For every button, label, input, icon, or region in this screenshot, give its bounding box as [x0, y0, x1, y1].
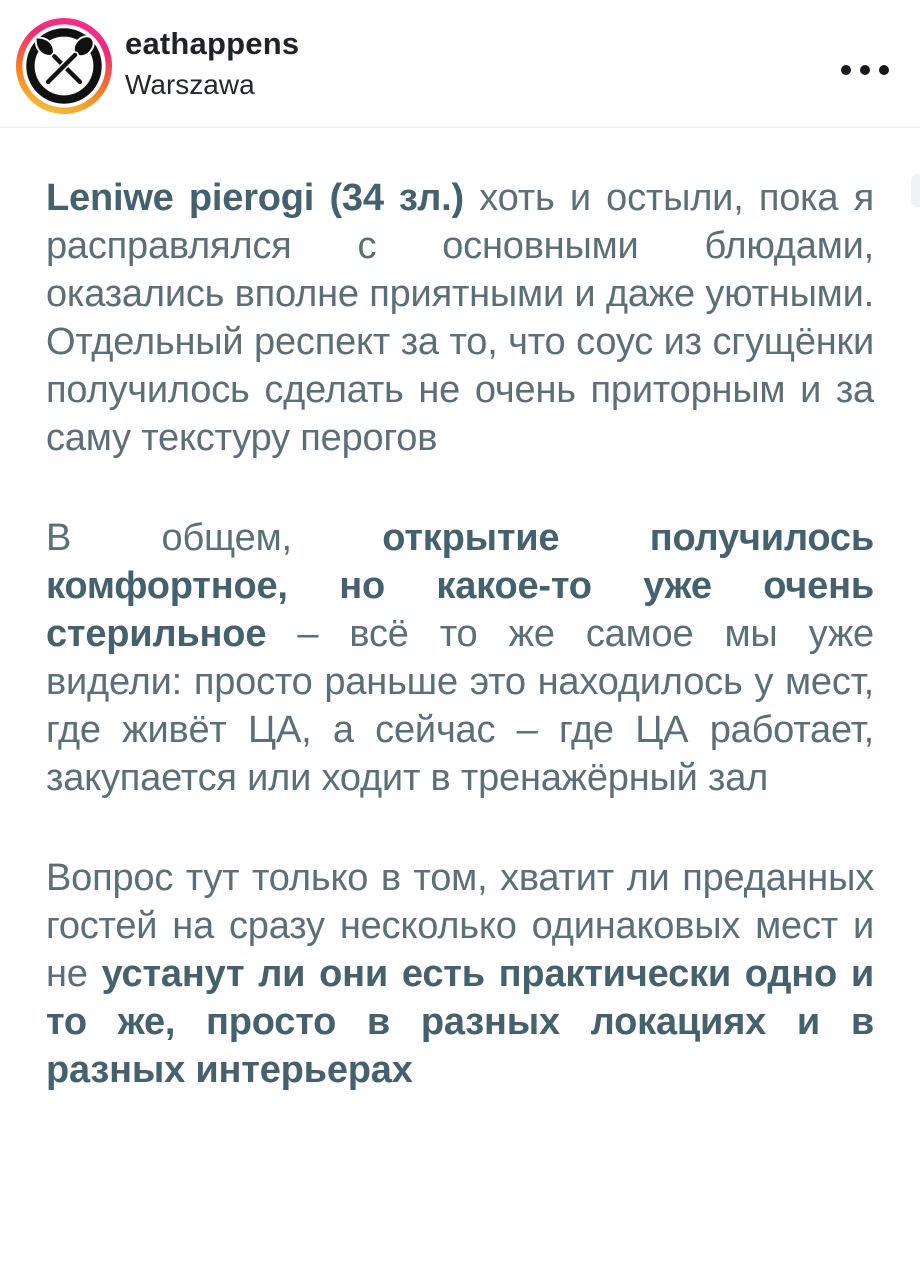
- text-segment: хоть и остыли, пока я расправлялся с основными блюдами, оказались вполне приятными и даже уютными. Отдельный респект за то, что соус из сгущёнки получилось сделать не очень приторным и за саму текстуру перогов: [46, 177, 874, 459]
- post-text: [46, 174, 874, 1094]
- dot: [860, 65, 870, 75]
- avatar[interactable]: [15, 17, 113, 115]
- text-segment: В общем,: [46, 517, 383, 559]
- paragraph: [46, 854, 874, 1094]
- text-segment-bold: открытие получилось комфортное, но какое-то уже очень стерильное: [46, 517, 874, 655]
- user-block: [125, 26, 299, 101]
- paragraph: [46, 514, 874, 802]
- post-header: [0, 0, 920, 128]
- next-card-edge-fragment: [911, 174, 920, 207]
- text-segment-bold: Leniwe pierogi (34 зл.): [46, 177, 464, 219]
- location[interactable]: Warszawa: [125, 69, 255, 100]
- text-segment-bold: устанут ли они есть практически одно и то же, просто в разных локациях и в разных интерьерах: [46, 953, 874, 1091]
- dot: [841, 65, 851, 75]
- text-segment: Вопрос тут только в том, хватит ли преданных гостей на сразу несколько одинаковых мест и не: [46, 857, 874, 995]
- paragraph: [46, 174, 874, 462]
- crossed-cutlery-avatar-icon: [15, 17, 113, 115]
- text-segment: – всё то же самое мы уже видели: просто раньше это находилось у мест, где живёт ЦА, а сейчас – где ЦА работает, закупается или ходит в тренажёрный зал: [46, 613, 874, 799]
- more-options-icon[interactable]: [839, 59, 891, 81]
- username[interactable]: eathappens: [125, 26, 300, 61]
- post-content: [0, 128, 920, 1094]
- dot: [879, 65, 889, 75]
